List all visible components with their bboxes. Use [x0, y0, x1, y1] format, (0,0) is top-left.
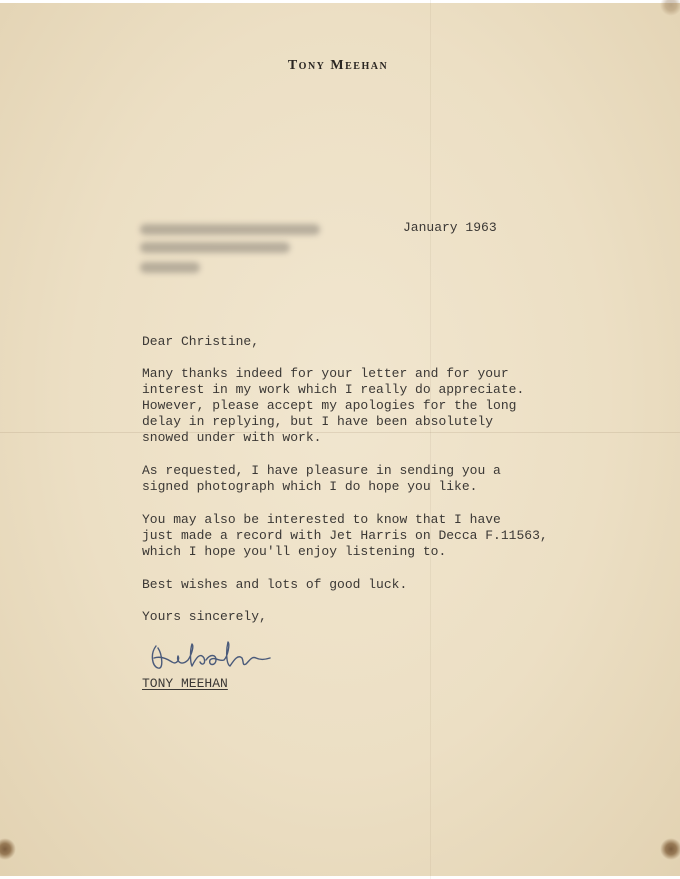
- letter-paragraph-4: Best wishes and lots of good luck.: [142, 577, 408, 592]
- worn-corner-bottom-left: [0, 838, 16, 860]
- letter-paragraph-2: As requested, I have pleasure in sending you a signed photograph which I do hope you like.: [142, 463, 501, 494]
- worn-corner-bottom-right: [660, 838, 680, 860]
- redacted-address-block: [140, 222, 330, 282]
- handwritten-signature: [146, 636, 326, 676]
- letter-closing: Yours sincerely,: [142, 609, 267, 624]
- letter-paragraph-1: Many thanks indeed for your letter and for your interest in my work which I really do appreciate. However, please accept my apologies for the long delay in replying, but I have been absolutely snowed under with work.: [142, 366, 525, 445]
- letterhead-name: Tony Meehan: [287, 58, 389, 73]
- worn-corner-top-right: [660, 0, 680, 16]
- page-edge-top: [0, 0, 680, 3]
- typed-signatory-name: TONY MEEHAN: [142, 676, 228, 691]
- letter-salutation: Dear Christine,: [142, 334, 260, 349]
- letter-date: January 1963: [403, 220, 497, 235]
- letter-paragraph-3: You may also be interested to know that I have just made a record with Jet Harris on Decca F.11563, which I hope you'll enjoy listening to.: [142, 512, 548, 559]
